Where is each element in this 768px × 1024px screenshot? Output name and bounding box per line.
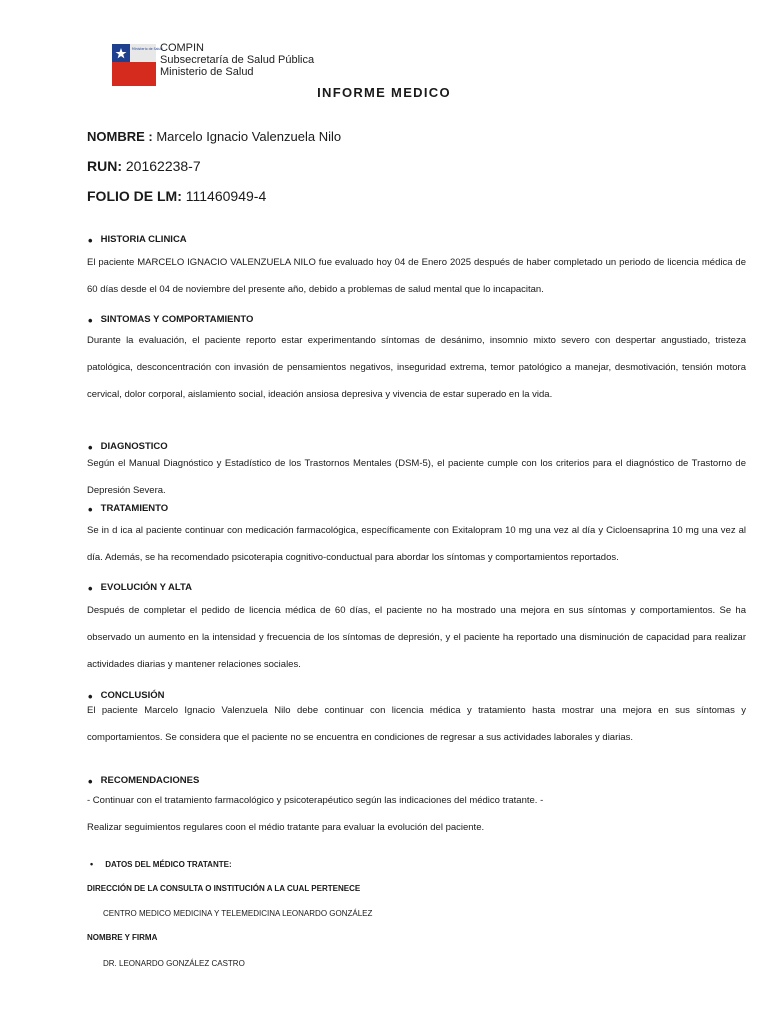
section-text-conclusion: El paciente Marcelo Ignacio Valenzuela Nilo debe continuar con licencia médica y tratamiento hasta mostrar una mejora en sus síntomas y comportamientos. Se considera que el paciente no se encuentra en condiciones de regresar a sus actividades laborales y diarias. <box>87 705 746 743</box>
org-line-1: COMPIN <box>160 42 204 54</box>
heading-text: EVOLUCIÓN Y ALTA <box>100 582 192 593</box>
heading-text: CONCLUSIÓN <box>100 690 165 701</box>
recommendation-line-1: - Continuar con el tratamiento farmacológico y psicoterapéutico según las indicaciones del médico tratante. - <box>87 795 544 806</box>
run-value: 20162238-7 <box>125 158 201 174</box>
section-heading-historia <box>88 230 187 248</box>
bullet-icon: • <box>88 440 93 455</box>
patient-run <box>87 158 201 174</box>
section-text-evolucion: Después de completar el pedido de licencia médica de 60 días, el paciente no ha mostrado una mejora en sus síntomas y comportamientos. Se ha observado un aumento en la intensidad y frecuencia de los síntomas de depresión, y el paciente ha reportado una disminución de capacidad para realizar actividades diarias y mantener relaciones sociales. <box>87 605 746 670</box>
bullet-icon: • <box>88 689 93 704</box>
folio-label: FOLIO DE LM: <box>87 188 182 204</box>
organization-header <box>160 42 314 78</box>
section-heading-tratamiento <box>88 499 169 517</box>
folio-value: 111460949-4 <box>185 188 267 204</box>
name-label: NOMBRE : <box>87 129 153 144</box>
org-line-3: Ministerio de Salud <box>160 66 254 78</box>
name-value: Marcelo Ignacio Valenzuela Nilo <box>156 129 342 144</box>
section-heading-evolucion <box>88 578 192 596</box>
bullet-icon: • <box>88 581 93 596</box>
heading-text: DATOS DEL MÉDICO TRATANTE: <box>105 860 232 869</box>
section-text-tratamiento: Se in d ica al paciente continuar con medicación farmacológica, específicamente con Exitalopram 10 mg una vez al día y Cicloensaprina 10 mg una vez al día. Además, se ha recomendado psicoterapia cognitivo-conductual para abordar los síntomas y comportamientos reportados. <box>87 525 746 563</box>
medico-heading <box>90 859 232 869</box>
heading-text: RECOMENDACIONES <box>100 775 200 786</box>
bullet-icon: • <box>88 774 93 789</box>
heading-text: TRATAMIENTO <box>100 503 169 514</box>
section-heading-sintomas <box>88 310 254 328</box>
recommendation-line-2: Realizar seguimientos regulares coon el médio tratante para evaluar la evolución del paciente. <box>87 822 485 833</box>
bullet-icon: • <box>88 313 93 328</box>
logo-caption: Ministerio de Salud <box>132 47 163 51</box>
run-label: RUN: <box>87 158 122 174</box>
document-title: INFORME MEDICO <box>317 85 451 100</box>
section-text-historia: El paciente MARCELO IGNACIO VALENZUELA NILO fue evaluado hoy 04 de Enero 2025 después de haber completado un periodo de licencia médica de 60 días desde el 04 de noviembre del presente año, debido a problemas de salud mental que lo incapacitan. <box>87 257 746 295</box>
bullet-icon: • <box>88 233 93 248</box>
patient-folio <box>87 188 266 204</box>
direccion-value: CENTRO MEDICO MEDICINA Y TELEMEDICINA LEONARDO GONZÁLEZ <box>103 909 373 918</box>
heading-text: HISTORIA CLINICA <box>100 234 187 245</box>
section-heading-recomendaciones <box>88 771 200 789</box>
section-text-sintomas: Durante la evaluación, el paciente reporto estar experimentando síntomas de desánimo, insomnio mixto severo con despertar angustiado, tristeza patológica, desconcentración con invasión de pensamientos negativos, inseguridad extrema, temor patológico a manejar, desmotivación, tensión motora cervical, dolor corporal, aislamiento social, ideación ansiosa depresiva y vivencia de estar superado en la vida. <box>87 335 746 400</box>
direccion-label: DIRECCIÓN DE LA CONSULTA O INSTITUCIÓN A LA CUAL PERTENECE <box>87 884 361 893</box>
org-line-2: Subsecretaría de Salud Pública <box>160 54 315 66</box>
ministry-logo <box>112 44 163 86</box>
heading-text: SINTOMAS Y COMPORTAMIENTO <box>100 314 254 325</box>
heading-text: DIAGNOSTICO <box>100 441 168 452</box>
section-text-diagnostico: Según el Manual Diagnóstico y Estadístico de los Trastornos Mentales (DSM-5), el paciente cumple con los criterios para el diagnóstico de Trastorno de Depresión Severa. <box>87 458 746 496</box>
firma-value: DR. LEONARDO GONZÁLEZ CASTRO <box>103 959 245 968</box>
patient-name <box>87 129 341 144</box>
bullet-icon: • <box>90 859 94 869</box>
firma-label: NOMBRE Y FIRMA <box>87 933 158 942</box>
bullet-icon: • <box>88 502 93 517</box>
